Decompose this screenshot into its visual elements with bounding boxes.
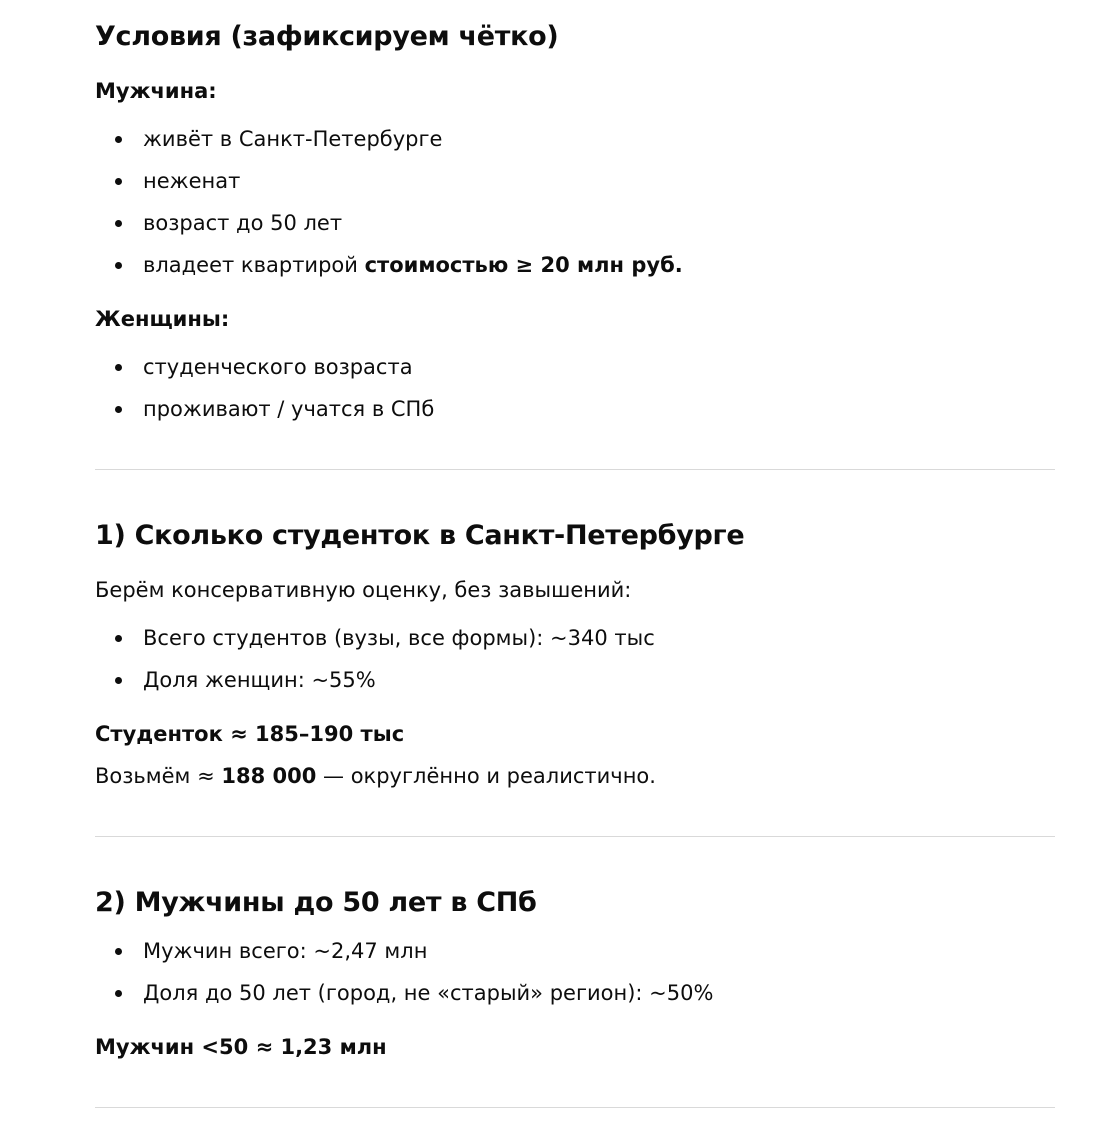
divider — [95, 1107, 1055, 1108]
section-2-list — [95, 936, 1055, 1020]
list-item: проживают / учатся в СПб — [95, 394, 1055, 436]
divider — [95, 836, 1055, 837]
man-conditions-list — [95, 124, 1055, 292]
list-item: неженат — [95, 166, 1055, 208]
list-item: Доля до 50 лет (город, не «старый» регион): ~50% — [95, 978, 1055, 1020]
take-suffix: — округлённо и реалистично. — [316, 764, 656, 788]
list-item-text: владеет квартирой — [143, 253, 365, 277]
take-value: 188 000 — [221, 764, 317, 788]
section-1-intro: Берём консервативную оценку, без завышений: — [95, 578, 632, 602]
section-1-result: Студенток ≈ 185–190 тыс — [95, 722, 405, 746]
list-item — [95, 250, 1055, 292]
conditions-heading: Условия (зафиксируем чётко) — [95, 21, 559, 52]
list-item-bold-text: стоимостью ≥ 20 млн руб. — [364, 253, 683, 277]
section-1-take — [95, 761, 656, 791]
section-2-heading: 2) Мужчины до 50 лет в СПб — [95, 887, 537, 918]
section-1-list — [95, 623, 1055, 707]
divider — [95, 469, 1055, 470]
list-item: Всего студентов (вузы, все формы): ~340 тыс — [95, 623, 1055, 665]
women-label: Женщины: — [95, 307, 230, 331]
list-item: живёт в Санкт-Петербурге — [95, 124, 1055, 166]
women-conditions-list — [95, 352, 1055, 436]
man-label: Мужчина: — [95, 79, 217, 103]
list-item: студенческого возраста — [95, 352, 1055, 394]
section-2-result: Мужчин <50 ≈ 1,23 млн — [95, 1035, 387, 1059]
section-1-heading: 1) Сколько студенток в Санкт-Петербурге — [95, 520, 745, 551]
list-item: возраст до 50 лет — [95, 208, 1055, 250]
list-item: Доля женщин: ~55% — [95, 665, 1055, 707]
list-item: Мужчин всего: ~2,47 млн — [95, 936, 1055, 978]
take-prefix: Возьмём ≈ — [95, 764, 222, 788]
